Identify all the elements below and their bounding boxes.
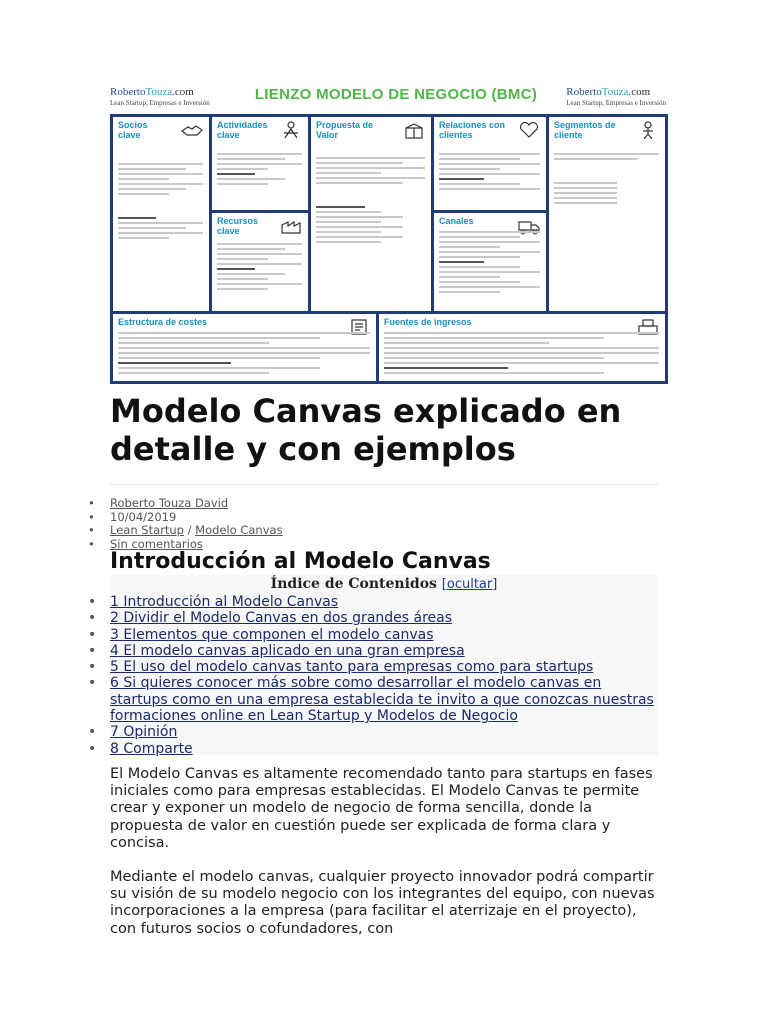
- person-icon: [637, 121, 659, 139]
- canvas-header: [110, 84, 668, 114]
- block-title-ingresos: Fuentes de ingresos: [384, 317, 472, 327]
- toc-link-4[interactable]: 4 El modelo canvas aplicado en una gran empresa: [110, 642, 465, 659]
- toc-link-5[interactable]: 5 El uso del modelo canvas tanto para empresas como para startups: [110, 659, 594, 676]
- comments-link[interactable]: Sin comentarios: [110, 536, 203, 551]
- canvas-title: LIENZO MODELO DE NEGOCIO (BMC): [254, 86, 538, 103]
- block-fuentes-ingresos: [379, 314, 665, 381]
- post-meta: [110, 497, 283, 551]
- toc-item: [110, 610, 658, 626]
- gift-icon: [403, 121, 425, 139]
- worker-icon: [280, 121, 302, 139]
- business-model-canvas-image: [110, 84, 668, 384]
- meta-categories: [110, 524, 283, 538]
- block-title-canales: Canales: [439, 216, 474, 226]
- section-heading: Introducción al Modelo Canvas: [110, 549, 491, 574]
- toc-item: [110, 724, 658, 740]
- block-title-actividades: Actividades clave: [217, 120, 268, 140]
- brand-tagline-right: Lean Startup, Empresas e Inversión: [566, 99, 666, 107]
- brand-logo-right: RobertoTouza.com Lean Startup, Empresas e Inversión: [566, 86, 666, 107]
- block-propuesta-valor: [311, 117, 431, 311]
- toc-title: Índice de Contenidos: [270, 576, 437, 592]
- category-separator: /: [183, 523, 196, 537]
- toc-link-8[interactable]: 8 Comparte: [110, 740, 193, 757]
- intro-paragraph-2: Mediante el modelo canvas, cualquier proyecto innovador podrá compartir su visión de su modelo negocio con los integrantes del equipo, con nuevas incorporaciones a la empresa (para facilitar el aterrizaje en el proyecto), con futuros socios o cofundadores, con: [110, 869, 655, 937]
- toc-item: [110, 659, 658, 675]
- block-recursos-clave: [212, 213, 308, 311]
- heart-icon: [518, 121, 540, 139]
- block-title-segmentos: Segmentos de cliente: [554, 120, 616, 140]
- block-title-socios: Socios clave: [118, 120, 148, 140]
- handshake-icon: [181, 121, 203, 139]
- table-of-contents: [110, 575, 658, 755]
- intro-paragraph-1: El Modelo Canvas es altamente recomendado tanto para startups en fases iniciales como para empresas establecidas. El Modelo Canvas te permite crear y exponer un modelo de negocio de forma sencilla, donde la propuesta de valor en cuestión puede ser explicada de forma clara y concisa.: [110, 766, 653, 851]
- meta-author: [110, 497, 283, 511]
- block-title-propuesta: Propuesta de Valor: [316, 120, 374, 140]
- toc-hide-link[interactable]: ocultar: [446, 577, 493, 592]
- block-title-relaciones: Relaciones con clientes: [439, 120, 506, 140]
- toc-item: [110, 627, 658, 643]
- block-segmentos-cliente: [549, 117, 665, 311]
- canvas-grid: [110, 114, 668, 384]
- block-socios-clave: [113, 117, 209, 311]
- article-title: Modelo Canvas explicado en detalle y con ejemplos: [110, 392, 622, 468]
- meta-date: • 10/04/2019: [110, 511, 283, 525]
- toc-item: [110, 643, 658, 659]
- toc-item: [110, 741, 658, 757]
- block-estructura-costes: [113, 314, 376, 381]
- block-canales: [434, 213, 546, 311]
- brand-tagline-left: Lean Startup, Empresas e Inversión: [110, 99, 210, 107]
- toc-header: [110, 575, 658, 594]
- author-link[interactable]: Roberto Touza David: [110, 496, 229, 510]
- factory-icon: [280, 217, 302, 235]
- toc-link-2[interactable]: 2 Dividir el Modelo Canvas en dos grandes áreas: [110, 610, 453, 627]
- toc-link-7[interactable]: 7 Opinión: [110, 724, 178, 741]
- title-divider: [110, 484, 658, 485]
- toc-link-3[interactable]: 3 Elementos que componen el modelo canvas: [110, 626, 434, 643]
- block-title-recursos: Recursos clave: [217, 216, 259, 236]
- block-title-costes: Estructura de costes: [118, 317, 208, 327]
- toc-item: [110, 594, 658, 610]
- toc-toggle: [ocultar]: [441, 577, 498, 592]
- brand-logo-left: RobertoTouza.com Lean Startup, Empresas e Inversión: [110, 86, 210, 107]
- category-link-lean-startup[interactable]: Lean Startup: [110, 523, 184, 537]
- toc-link-6[interactable]: 6 Si quieres conocer más sobre como desarrollar el modelo canvas en startups como en una empresa establecida te invito a que conozcas nuestras formaciones online en Lean Startup y Modelos de Negocio: [110, 675, 654, 725]
- toc-item: [110, 675, 658, 724]
- block-actividades-clave: [212, 117, 308, 210]
- toc-link-1[interactable]: 1 Introducción al Modelo Canvas: [110, 594, 339, 610]
- toc-list: [110, 594, 658, 757]
- category-link-modelo-canvas[interactable]: Modelo Canvas: [195, 523, 283, 537]
- block-relaciones-clientes: [434, 117, 546, 210]
